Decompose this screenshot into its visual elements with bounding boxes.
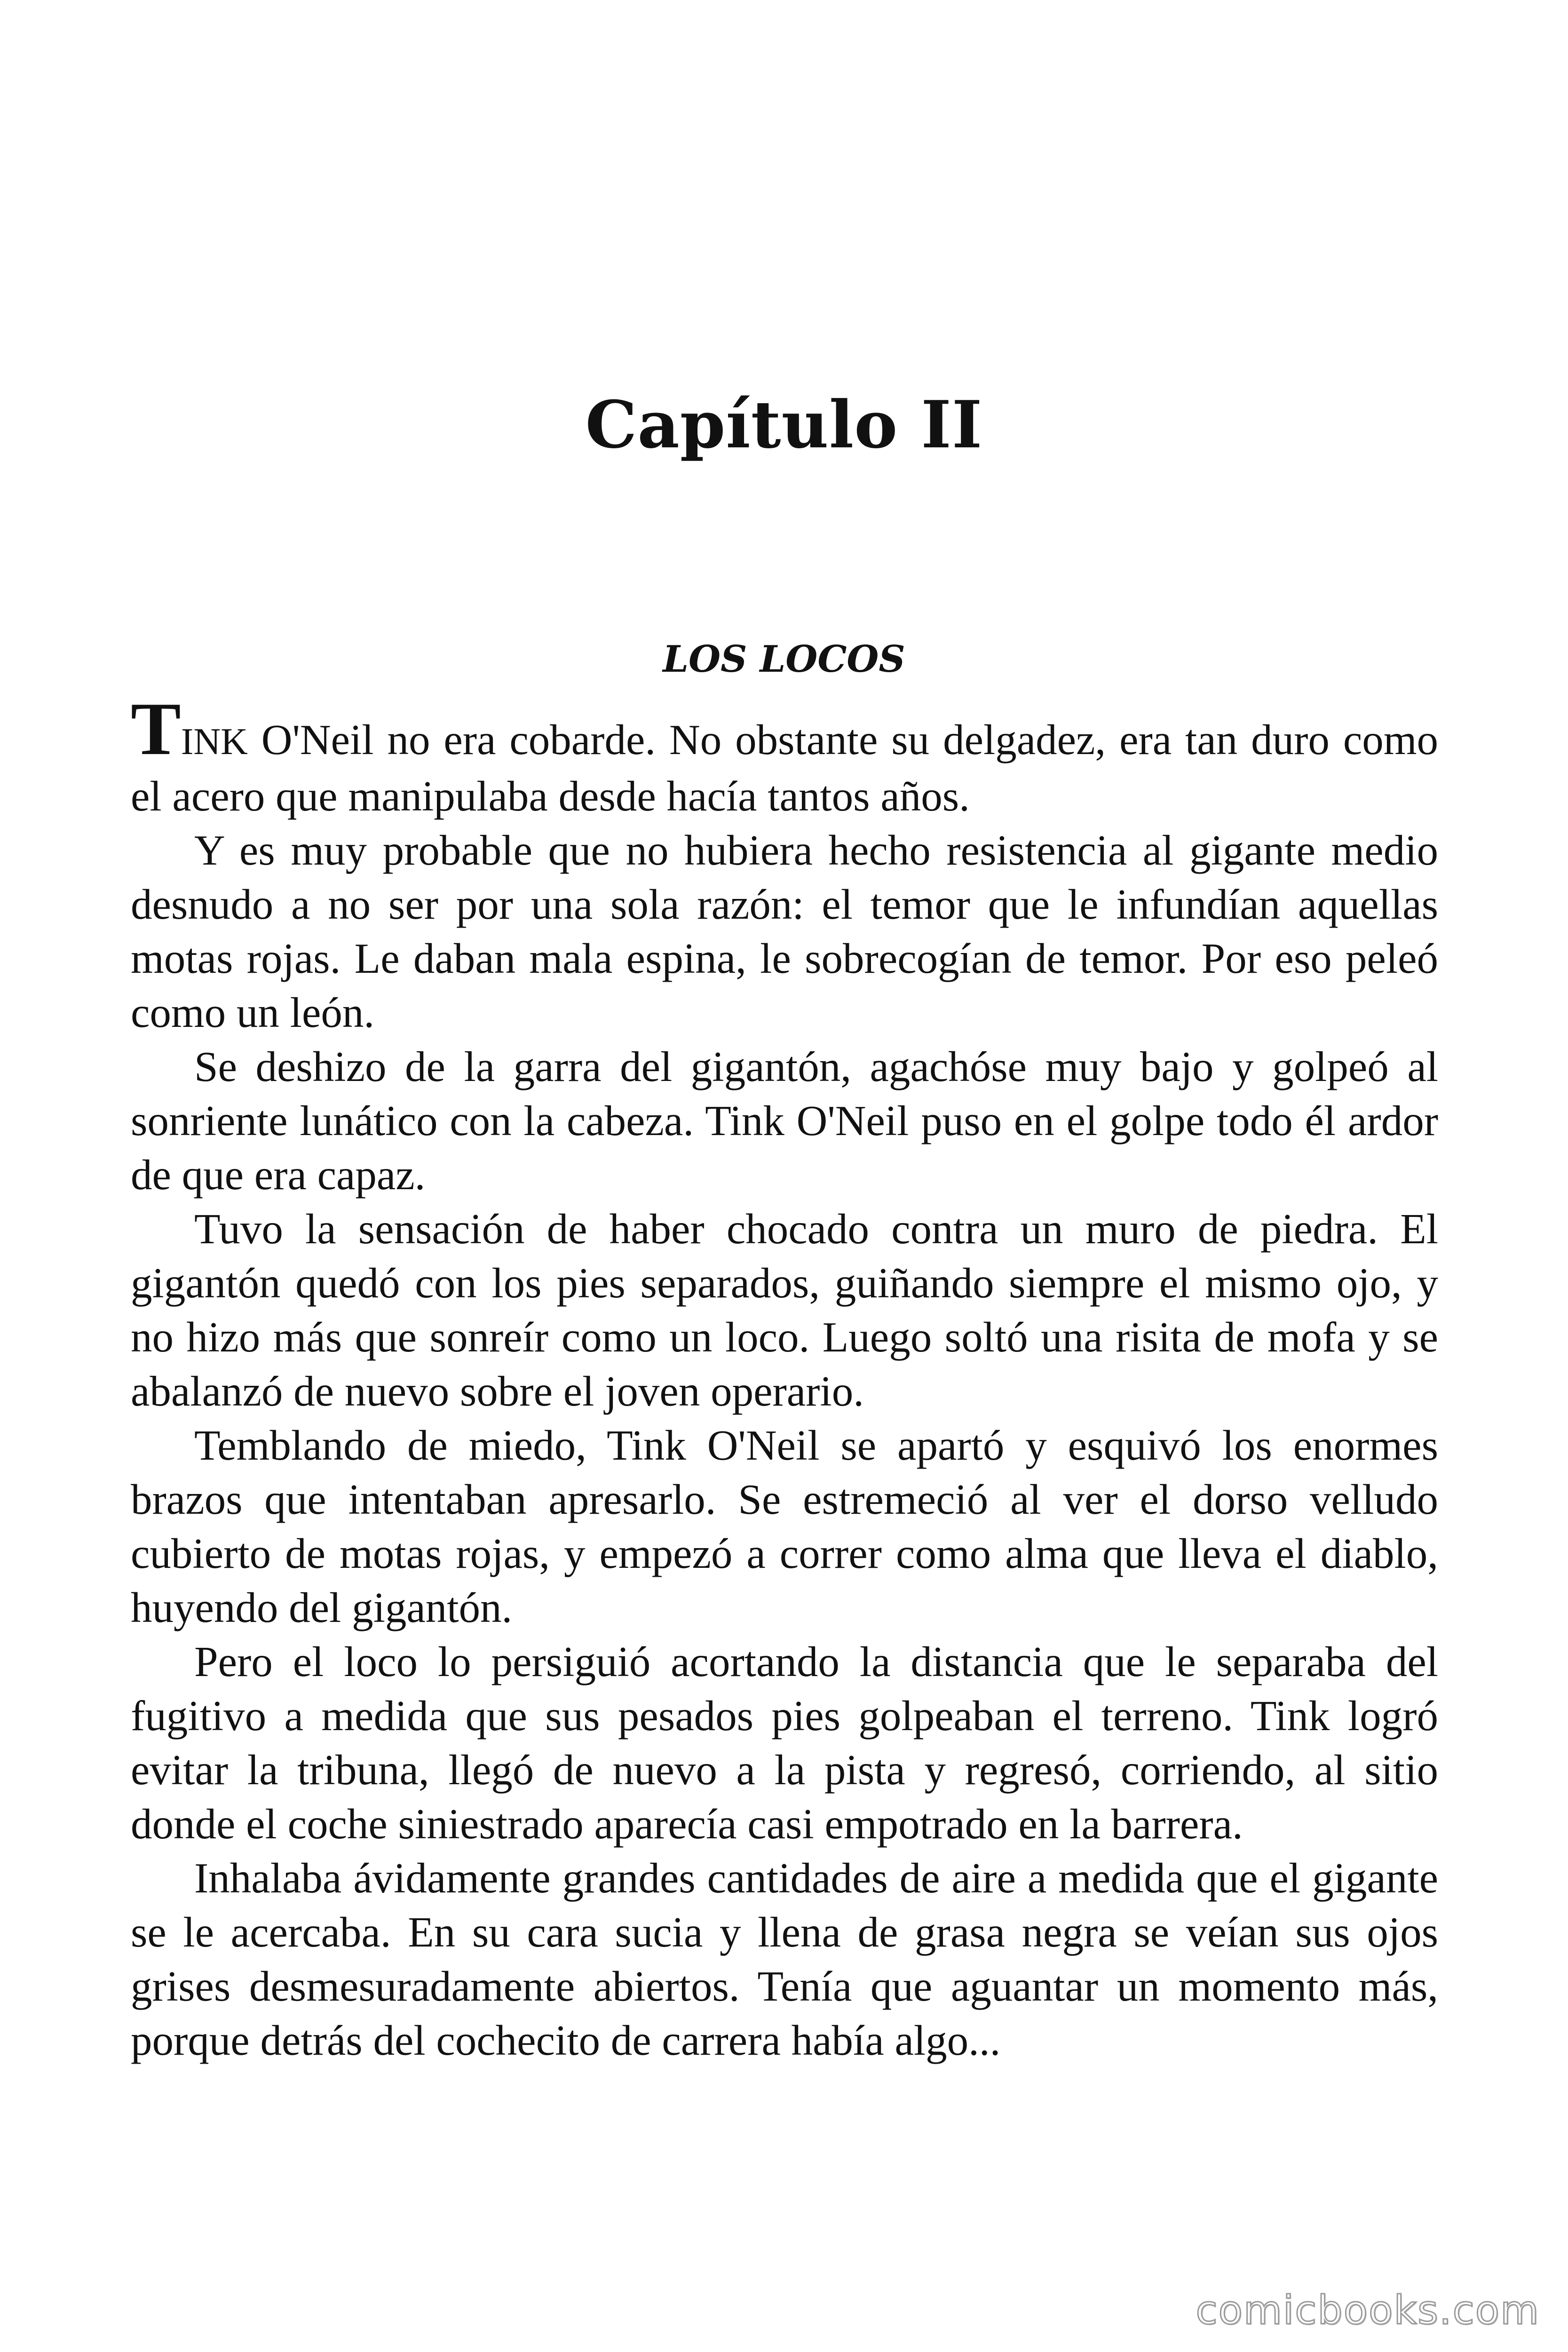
paragraph-2: Y es muy probable que no hubiera hecho resistencia al gigante medio desnudo a no ser por una sola razón: el temor que le infundían aquellas motas rojas. Le daban mala espina, le sobrecogían de temor. Por eso peleó como un león. <box>131 826 1438 1036</box>
initial-caps: INK <box>181 721 248 763</box>
paragraph-1-text: O'Neil no era cobarde. No obstante su delgadez, era tan duro como el acero que manipulaba desde hacía tantos años. <box>131 716 1438 820</box>
watermark-logo: comicbooks.com <box>1196 2287 1540 2333</box>
initial-letter: T <box>131 687 181 771</box>
paragraph-3: Se deshizo de la garra del gigantón, agachóse muy bajo y golpeó al sonriente lunático con la cabeza. Tink O'Neil puso en el golpe todo él ardor de que era capaz. <box>131 1043 1438 1199</box>
paragraph-1 <box>131 687 1438 823</box>
paragraph-4: Tuvo la sensación de haber chocado contra un muro de piedra. El gigantón quedó con los pies separados, guiñando siempre el mismo ojo, y no hizo más que sonreír como un loco. Luego soltó una risita de mofa y se abalanzó de nuevo sobre el joven operario. <box>131 1205 1438 1415</box>
paragraph-7: Inhalaba ávidamente grandes cantidades de aire a medida que el gigante se le acercaba. En su cara sucia y llena de grasa negra se veían sus ojos grises desmesuradamente abiertos. Tenía que aguantar un momento más, porque detrás del cochecito de carrera había algo... <box>131 1854 1438 2064</box>
paragraph-6: Pero el loco lo persiguió acortando la distancia que le separaba del fugitivo a medida que sus pesados pies golpeaban el terreno. Tink logró evitar la tribuna, llegó de nuevo a la pista y regresó, corriendo, al sitio donde el coche siniestrado aparecía casi empotrado en la barrera. <box>131 1638 1438 1848</box>
chapter-title: Capítulo II <box>585 386 983 463</box>
chapter-body <box>131 687 1438 2067</box>
chapter-subtitle: LOS LOCOS <box>663 638 905 681</box>
paragraph-5: Temblando de miedo, Tink O'Neil se apartó y esquivó los enormes brazos que intentaban apresarlo. Se estremeció al ver el dorso velludo cubierto de motas rojas, y empezó a correr como alma que lleva el diablo, huyendo del gigantón. <box>131 1422 1438 1631</box>
